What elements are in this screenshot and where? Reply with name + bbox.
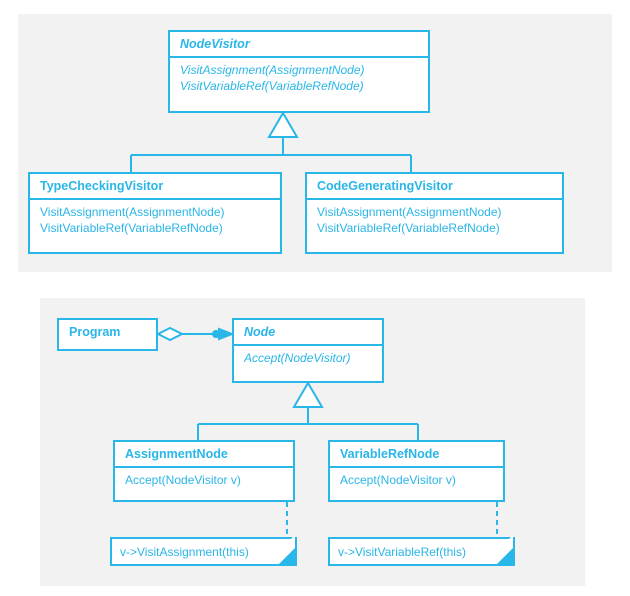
note-variablerefnode[interactable] [328,537,515,566]
class-name-node: Node [244,325,276,339]
operation-visitvariableref: VisitVariableRef(VariableRefNode) [317,221,500,235]
aggregation-multiplicity-dot [212,330,220,338]
aggregation-arrowhead [219,329,232,339]
aggregation-diamond [158,328,182,340]
class-name-codegeneratingvisitor: CodeGeneratingVisitor [317,179,453,193]
note-text-assignmentnode: v->VisitAssignment(this) [120,545,249,559]
class-name-nodevisitor: NodeVisitor [180,37,250,51]
class-operations-typecheckingvisitor [30,200,280,241]
class-box-node[interactable] [232,318,384,383]
note-text-variablerefnode: v->VisitVariableRef(this) [338,545,466,559]
class-box-nodevisitor[interactable] [168,30,430,113]
class-box-variablerefnode[interactable] [328,440,505,502]
operation-visitvariableref: VisitVariableRef(VariableRefNode) [40,221,223,235]
operation-visitassignment: VisitAssignment(AssignmentNode) [40,205,225,219]
generalization-triangle-node [294,383,322,407]
class-box-program[interactable] [57,318,158,351]
class-operations-assignmentnode [115,468,293,493]
operation-accept: Accept(NodeVisitor) [244,351,351,365]
class-box-typecheckingvisitor[interactable] [28,172,282,254]
class-name-typecheckingvisitor: TypeCheckingVisitor [40,179,164,193]
note-assignmentnode[interactable] [110,537,297,566]
class-operations-node [234,346,382,371]
class-operations-codegeneratingvisitor [307,200,562,241]
operation-visitassignment: VisitAssignment(AssignmentNode) [317,205,502,219]
class-name-variablerefnode: VariableRefNode [340,447,440,461]
class-box-assignmentnode[interactable] [113,440,295,502]
class-name-program: Program [69,325,121,339]
class-name-assignmentnode: AssignmentNode [125,447,228,461]
generalization-triangle-visitor [269,113,297,137]
class-operations-nodevisitor [170,58,428,99]
operation-visitassignment: VisitAssignment(AssignmentNode) [180,63,365,77]
operation-accept: Accept(NodeVisitor v) [125,473,241,487]
class-operations-variablerefnode [330,468,503,493]
note-fold-icon [497,548,513,564]
operation-accept: Accept(NodeVisitor v) [340,473,456,487]
class-box-codegeneratingvisitor[interactable] [305,172,564,254]
note-fold-icon [279,548,295,564]
operation-visitvariableref: VisitVariableRef(VariableRefNode) [180,79,364,93]
